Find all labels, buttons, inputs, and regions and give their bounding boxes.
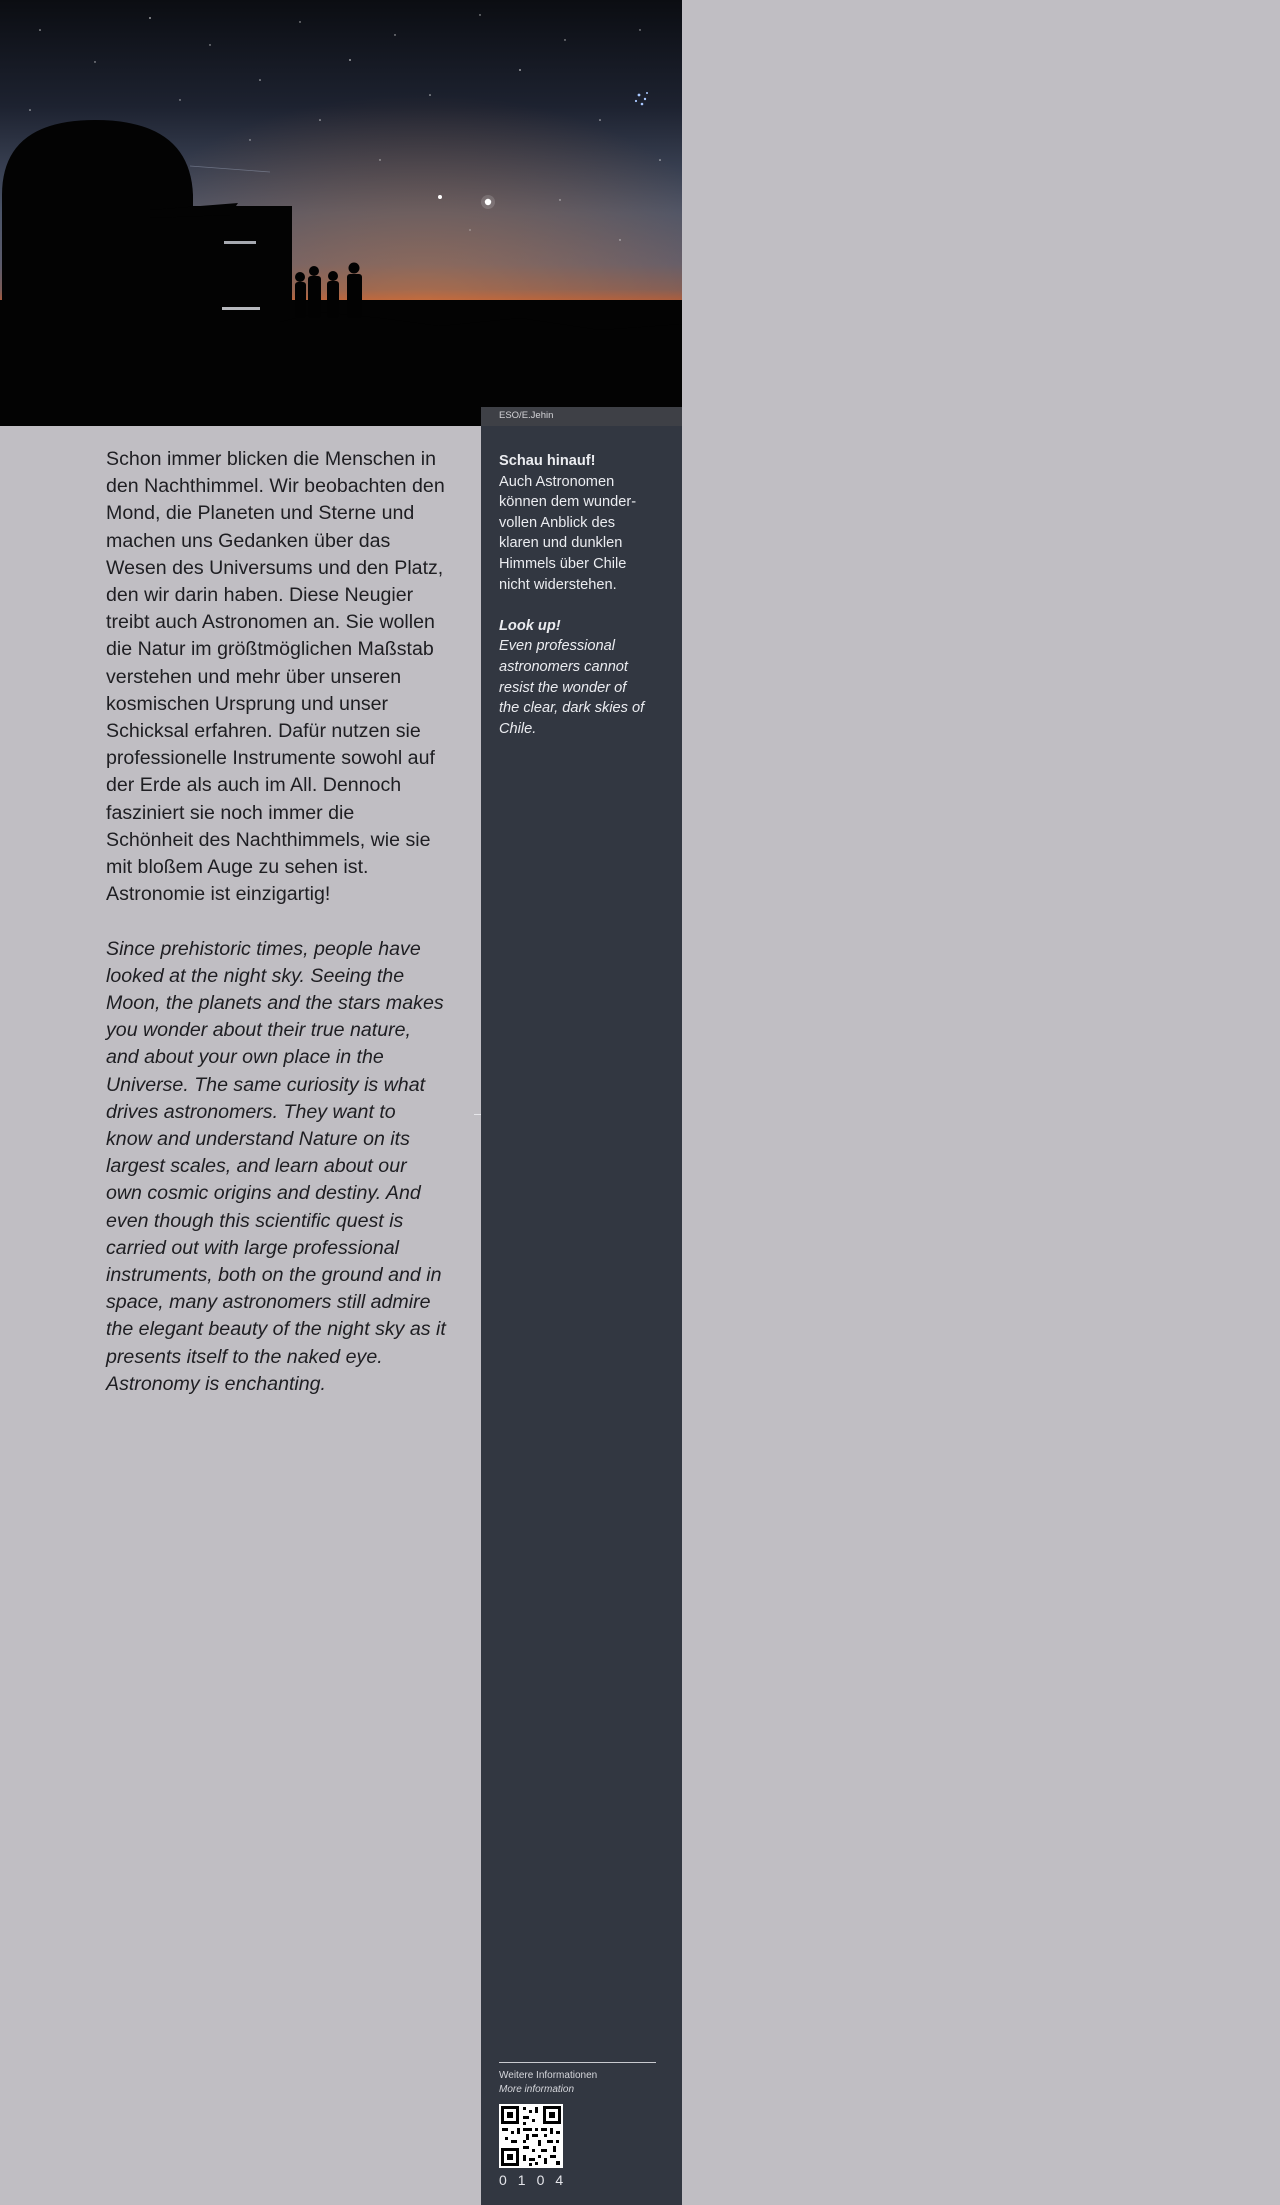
footer-divider [499, 2062, 656, 2063]
more-information-english: More information [499, 2084, 575, 2095]
main-text-english: Since prehistoric times, people have looked at the night sky. Seeing the Moon, the planets and the stars makes you wonder about their true nature, and about your own place in the Universe. The same curiosity is what drives astronomers. They want to know and understand Nature on its largest scales, and learn about our own cosmic origins and destiny. And even though this scientific quest is carried out with large professional instruments, both on the ground and in space, many astronomers still admire the elegant beauty of the night sky as it presents itself to the naked eye. Astronomy is enchanting. [106, 937, 446, 1395]
planet-dim [438, 195, 442, 199]
divider-tick [474, 1114, 481, 1115]
more-information [499, 2069, 597, 2097]
sidebar-title-german: Schau hinauf! [499, 453, 596, 469]
sidebar-text-english: Even professional astronomers cannot resist the wonder of the clear, dark skies of Chile. [499, 638, 645, 737]
photo-credit-bar [481, 407, 682, 426]
sidebar-text [499, 451, 649, 739]
exhibit-code: 0104 [499, 2172, 575, 2188]
main-text [106, 446, 446, 1398]
sidebar-text-german: Auch Astronomen können dem wundervollen Anblick des klaren und dunklen Himmels über Chile nicht widerstehen. [499, 473, 637, 593]
qr-code-icon[interactable] [499, 2104, 563, 2168]
photo-credit: ESO/E.Jehin [499, 410, 554, 421]
more-information-german: Weitere Informationen [499, 2070, 598, 2081]
night-sky-photo [0, 0, 682, 426]
hero-photo [0, 0, 682, 426]
main-text-german: Schon immer blicken die Menschen in den Nachthimmel. Wir beobachten den Mond, die Planeten und Sterne und machen uns Gedanken über das Wesen des Universums und den Platz, den wir darin haben. Diese Neugier treibt auch Astronomen an. Sie wollen die Natur im größtmöglichen Maßstab verstehen und mehr über unseren kosmischen Ursprung und unser Schicksal erfahren. Dafür nutzen sie professionelle Instrumente sowohl auf der Erde als auch im All. Dennoch fasziniert sie noch immer die Schönheit des Nachthimmels, wie sie mit bloßem Auge zu sehen ist. Astronomie ist einzigartig! [106, 448, 445, 906]
sidebar-title-english: Look up! [499, 617, 561, 634]
